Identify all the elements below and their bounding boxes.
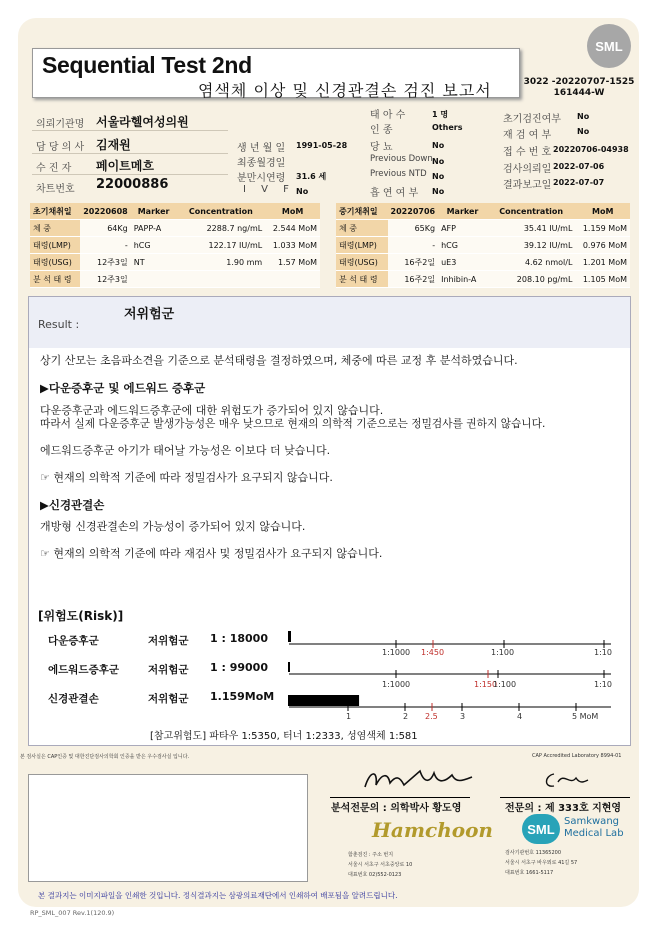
cap-note: CAP Accredited Laboratory 8994-01	[532, 753, 622, 759]
hamchoon-address: 함춘검진 : 주소 번지	[348, 852, 394, 858]
doctor-value: 김재원	[96, 138, 131, 152]
prevntd-value: No	[432, 172, 445, 181]
lab-cell: 2288.7 ng/mL	[176, 220, 265, 237]
firstcheck-label: 초기검진여부	[503, 114, 561, 125]
lab-cell: 1.159 MoM	[575, 220, 630, 237]
hamchoon-logo: Hamchoon	[372, 818, 493, 842]
lab-cell: -	[80, 237, 131, 254]
divider	[32, 130, 228, 131]
form-number: RP_SML_007 Rev.1(120.9)	[30, 909, 115, 917]
down-tick-label: 1:10	[594, 648, 612, 657]
result-label: Result :	[38, 318, 80, 331]
risk-heading: [위험도(Risk)]	[38, 609, 124, 623]
lab-cell: 16주2일	[388, 271, 439, 288]
lab-cell	[265, 271, 320, 288]
risk-row-name: 다운증후군	[48, 635, 99, 647]
hamchoon-address: 서울시 서초구 서초중앙로 10	[348, 862, 413, 868]
age-value: 31.6 세	[296, 172, 327, 181]
lab-cell: 1.201 MoM	[575, 254, 630, 271]
intro-text: 상기 산모는 초음파소견을 기준으로 분석태령을 결정하였으며, 체중에 따른 교정 후 분석하였습니다.	[40, 354, 518, 367]
lab-cell: hCG	[131, 237, 177, 254]
lab-cell: 초기채취일	[30, 203, 80, 220]
lab-row	[30, 271, 320, 288]
edwards-tick-label: 1:100	[493, 680, 517, 689]
result-date-value: 2022-07-07	[553, 178, 605, 187]
edwards-tick-label: 1:150	[474, 680, 498, 689]
lab-cell: MoM	[575, 203, 630, 220]
lab-cell: 2.544 MoM	[265, 220, 320, 237]
lab-cell: 1.105 MoM	[575, 271, 630, 288]
sml-address: 검사기관번호 11365200	[505, 850, 562, 856]
lab-cell: 20220706	[388, 203, 439, 220]
lab-row	[336, 254, 630, 271]
smoking-label: 흡 연 여 부	[370, 188, 419, 199]
risk-row-group: 저위험군	[148, 635, 189, 647]
firstcheck-value: No	[577, 112, 590, 121]
birth-label: 생 년 월 일	[237, 143, 286, 154]
lab-row	[30, 237, 320, 254]
risk-scales	[286, 628, 616, 723]
risk-row-value: 1 : 99000	[210, 661, 268, 674]
lab-cell: 체 중	[336, 220, 388, 237]
footer-notice: 본 결과지는 이미지파일을 인쇄한 것입니다. 정식결과지는 삼광의료재단에서 인쇄하여 배포됨을 알려드립니다.	[38, 891, 398, 900]
lab-cell: 1.90 mm	[176, 254, 265, 271]
diabetes-label: 당 뇨	[370, 142, 393, 153]
accession-label: 접 수 번 호	[503, 147, 552, 158]
patient-label: 수 진 자	[36, 163, 72, 174]
lab-row	[30, 254, 320, 271]
sml-brand-name: Samkwang Medical Lab	[564, 816, 624, 839]
result-value: 저위험군	[124, 307, 175, 322]
lab-cell: 태령(LMP)	[30, 237, 80, 254]
lab-cell: Concentration	[487, 203, 576, 220]
prevdown-label: Previous Down	[370, 154, 433, 164]
analyst-name: 분석전문의 : 의학박사 황도영	[331, 803, 462, 814]
down-heading: ▶다운증후군 및 에드워드 증후군	[40, 381, 206, 395]
lab-cell: 태령(LMP)	[336, 237, 388, 254]
lab-row	[336, 237, 630, 254]
accession-value: 20220706-04938	[553, 145, 629, 154]
lab-cell: 1.57 MoM	[265, 254, 320, 271]
institution-label: 의뢰기관명	[36, 119, 85, 130]
lab-cell: hCG	[438, 237, 487, 254]
lab-cell: 4.62 nmol/L	[487, 254, 576, 271]
down-line-3: 에드워드증후군 아기가 태어날 가능성은 이보다 더 낮습니다.	[40, 444, 331, 457]
risk-row-value: 1 : 18000	[210, 632, 268, 645]
reference-risk: [참고위험도] 파타우 1:5350, 터너 1:2333, 성염색체 1:581	[150, 731, 418, 742]
request-label: 검사의뢰일	[503, 164, 552, 175]
lab-cell: 16주2일	[388, 254, 439, 271]
patient-value: 페이트메흐	[96, 159, 154, 173]
fetus-value: 1 명	[432, 110, 449, 119]
hamchoon-phone: 대표번호 02)552-0123	[348, 872, 402, 878]
risk-row-group: 저위험군	[148, 693, 189, 705]
lab-cell: 35.41 IU/mL	[487, 220, 576, 237]
analyst-signature	[360, 765, 480, 795]
lab-cell: NT	[131, 254, 177, 271]
signature-line	[500, 797, 630, 798]
lab-cell: 분 석 태 령	[30, 271, 80, 288]
risk-row-name: 에드워드증후군	[48, 664, 120, 676]
ntd-tick-label: 2	[403, 712, 409, 721]
sml-phone: 대표번호 1661-5117	[505, 870, 554, 876]
sml-address: 서울시 서초구 바우뫼로 41길 57	[505, 860, 578, 866]
ntd-line-1: 개방형 신경관결손의 가능성이 증가되어 있지 않습니다.	[40, 520, 306, 533]
lab-cell: 12주3일	[80, 254, 131, 271]
down-line-2: 따라서 실제 다운증후군 발생가능성은 매우 낮으므로 현재의 의학적 기준으로는 정밀검사를 권하지 않습니다.	[40, 417, 546, 430]
lab-cell	[176, 271, 265, 288]
down-tick-label: 1:450	[421, 648, 445, 657]
lab-cell: 1.033 MoM	[265, 237, 320, 254]
age-label: 분만시연령	[237, 173, 286, 184]
chart-value: 22000886	[96, 177, 169, 192]
lab-cell: PAPP-A	[131, 220, 177, 237]
sml-brand-logo: SML	[522, 814, 560, 844]
lab-row	[30, 220, 320, 237]
diabetes-value: No	[432, 141, 445, 150]
lab-cell: 39.12 IU/mL	[487, 237, 576, 254]
lab-cell: 208.10 pg/mL	[487, 271, 576, 288]
ntd-tick-label: 4	[517, 712, 523, 721]
down-line-1: 다운증후군과 에드워드증후군에 대한 위험도가 증가되어 있지 않습니다.	[40, 404, 384, 417]
smoking-value: No	[432, 187, 445, 196]
lab-cell: MoM	[265, 203, 320, 220]
lab-cell: AFP	[438, 220, 487, 237]
lab-cell: 태령(USG)	[30, 254, 80, 271]
prevdown-value: No	[432, 157, 445, 166]
birth-value: 1991-05-28	[296, 141, 348, 150]
report-number: 3022 -20220707-1525 161444-W	[523, 77, 635, 98]
divider	[32, 153, 228, 154]
report-title: Sequential Test 2nd	[42, 52, 252, 78]
lab-row	[336, 271, 630, 288]
lab-cell: -	[388, 237, 439, 254]
ntd-tick-label: 1	[346, 712, 352, 721]
first-trimester-table	[30, 203, 320, 288]
edwards-tick-label: 1:10	[594, 680, 612, 689]
lab-cell: Concentration	[176, 203, 265, 220]
remarks-box	[28, 774, 308, 882]
lab-cell	[131, 271, 177, 288]
risk-row-group: 저위험군	[148, 664, 189, 676]
request-value: 2022-07-06	[553, 162, 605, 171]
lab-cell: 122.17 IU/mL	[176, 237, 265, 254]
result-date-label: 결과보고일	[503, 180, 552, 191]
lab-cell: 65Kg	[388, 220, 439, 237]
lab-cell: 중기채취일	[336, 203, 388, 220]
signature-line	[330, 797, 470, 798]
down-tick-label: 1:100	[491, 648, 515, 657]
prevntd-label: Previous NTD	[370, 169, 427, 179]
retest-label: 재 검 여 부	[503, 130, 552, 141]
specialist-name: 전문의 : 제 333호 지현영	[505, 803, 622, 814]
sml-logo: SML	[587, 24, 631, 68]
lab-cell: 체 중	[30, 220, 80, 237]
race-label: 인 종	[370, 125, 393, 136]
fetus-label: 태 아 수	[370, 110, 406, 121]
edwards-risk-marker	[288, 662, 290, 672]
edwards-tick-label: 1:1000	[382, 680, 411, 689]
down-tick-label: 1:1000	[382, 648, 411, 657]
lab-cell: uE3	[438, 254, 487, 271]
risk-row-name: 신경관결손	[48, 693, 99, 705]
race-value: Others	[432, 123, 463, 132]
down-line-4: ☞ 현재의 의학적 기준에 따라 정밀검사가 요구되지 않습니다.	[40, 471, 333, 484]
ntd-heading: ▶신경관결손	[40, 498, 105, 512]
risk-row-value: 1.159MoM	[210, 690, 275, 703]
lab-cell: 12주3일	[80, 271, 131, 288]
lab-cell: 20220608	[80, 203, 131, 220]
ivf-value: No	[296, 187, 309, 196]
accreditation-note: 본 검사실은 CAP인증 및 대한진단검사의학회 인증을 받은 우수검사실 입니다.	[20, 754, 190, 760]
divider	[32, 174, 228, 175]
lab-cell: 분 석 태 령	[336, 271, 388, 288]
lab-cell: Inhibin-A	[438, 271, 487, 288]
ntd-line-2: ☞ 현재의 의학적 기준에 따라 재검사 및 정밀검사가 요구되지 않습니다.	[40, 547, 383, 560]
lab-row	[336, 220, 630, 237]
lmp-label: 최종월경일	[237, 158, 286, 169]
report-subtitle: 염색체 이상 및 신경관결손 검진 보고서	[198, 81, 492, 100]
chart-label: 차트번호	[36, 184, 75, 195]
lab-cell: 64Kg	[80, 220, 131, 237]
ntd-tick-label: 2.5	[425, 712, 438, 721]
ntd-tick-label: 3	[460, 712, 466, 721]
result-header	[28, 296, 631, 350]
lab-cell: 태령(USG)	[336, 254, 388, 271]
down-risk-marker	[288, 631, 291, 642]
specialist-signature	[540, 768, 590, 792]
second-trimester-table	[336, 203, 630, 288]
doctor-label: 담 당 의 사	[36, 142, 85, 153]
lab-row	[30, 203, 320, 220]
lab-cell: Marker	[131, 203, 177, 220]
retest-value: No	[577, 127, 590, 136]
lab-cell: Marker	[438, 203, 487, 220]
ntd-tick-label: 5 MoM	[572, 712, 599, 721]
lab-cell: 0.976 MoM	[575, 237, 630, 254]
ivf-label: I V F	[243, 184, 295, 195]
lab-row	[336, 203, 630, 220]
institution-value: 서울라헬여성의원	[96, 115, 189, 129]
